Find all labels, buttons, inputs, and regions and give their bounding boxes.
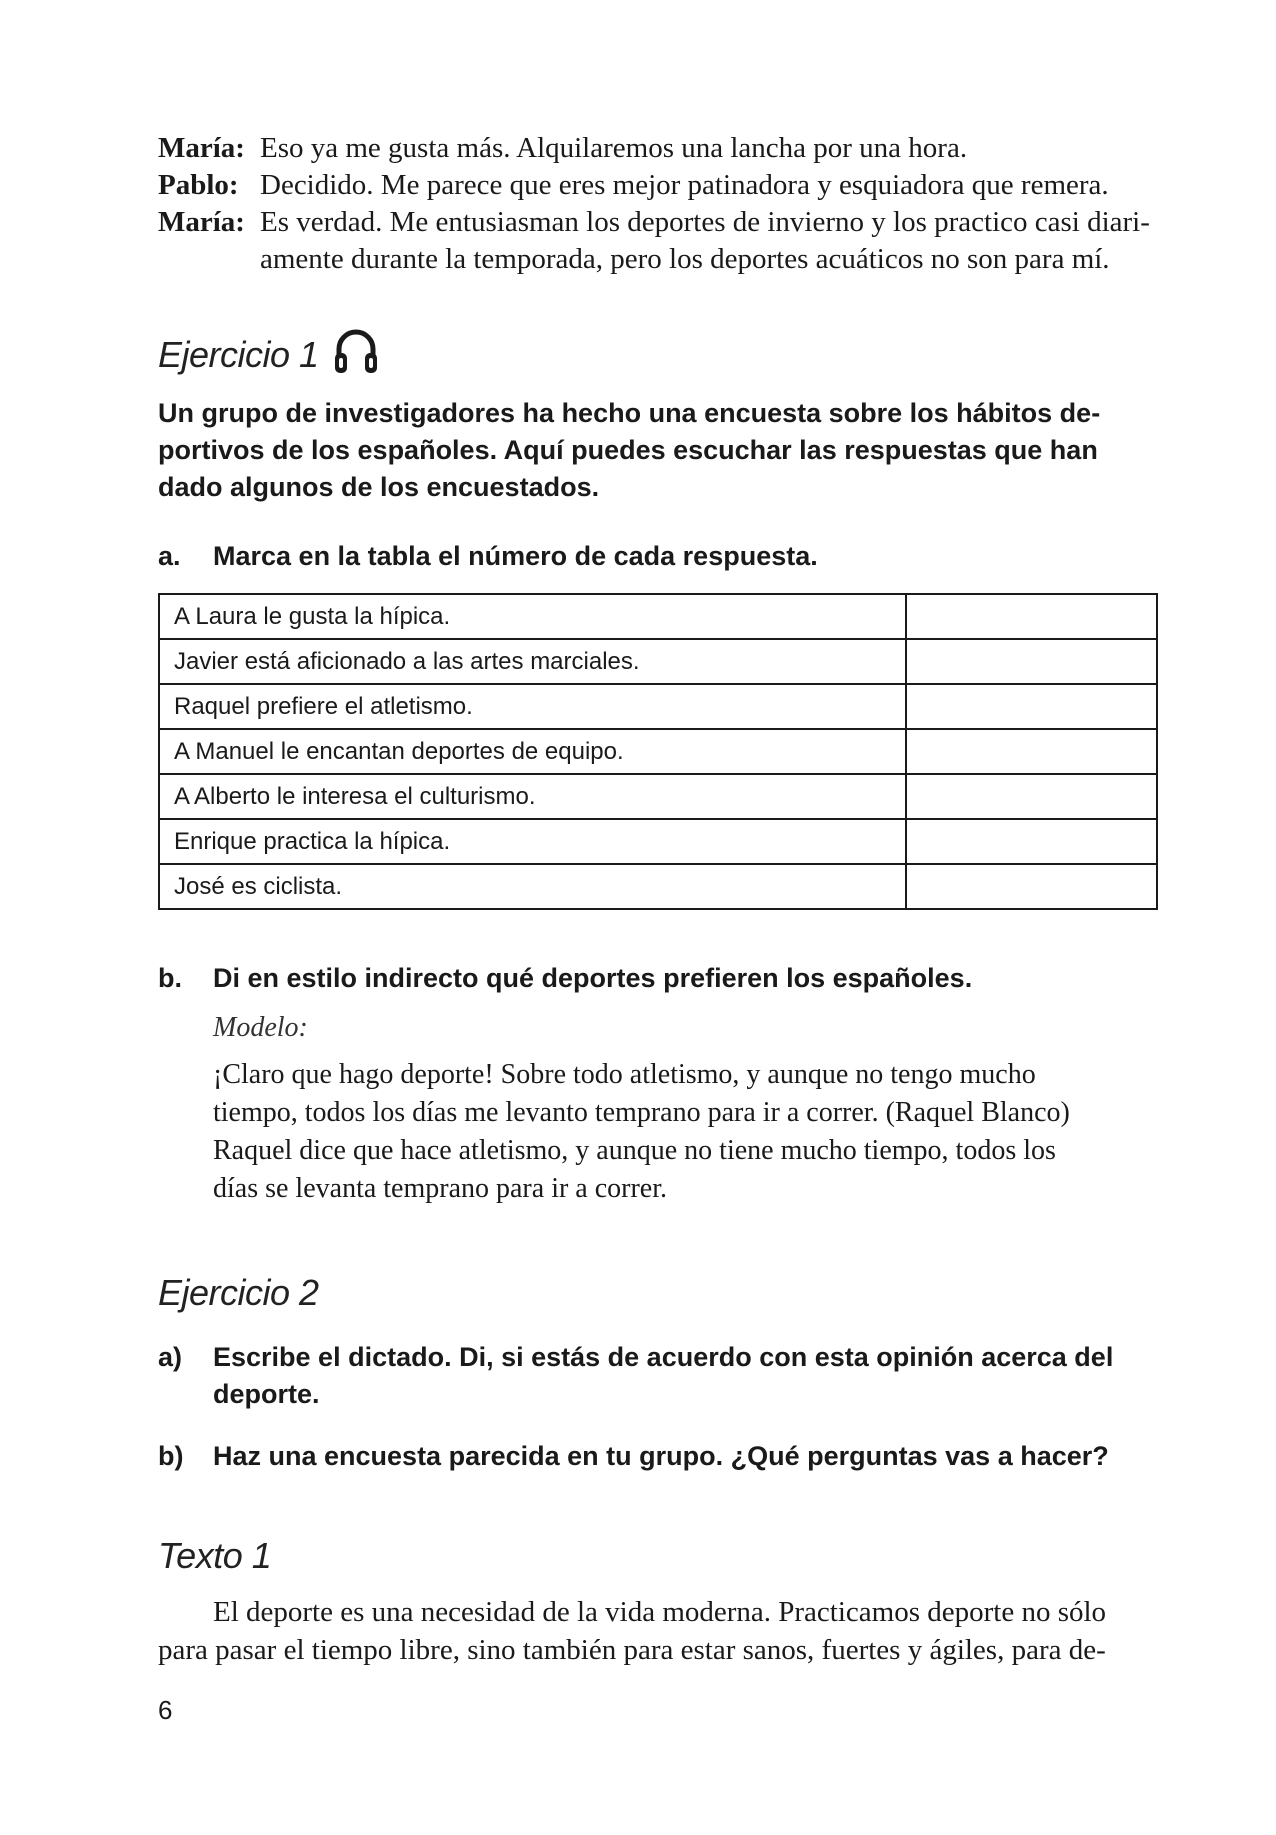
model-label: Modelo: <box>213 1012 308 1043</box>
task-text: Di en estilo indirecto qué deportes prefieren los españoles. <box>213 963 973 993</box>
dialogue-line <box>158 167 1158 204</box>
utterance-line: Eso ya me gusta más. Alquilaremos una lancha por una hora. <box>260 132 968 164</box>
statement-cell: A Alberto le interesa el culturismo. <box>159 774 906 819</box>
model-line: ¡Claro que hago deporte! Sobre todo atletismo, y aunque no tengo mucho <box>213 1059 1036 1090</box>
body-line: para pasar el tiempo libre, sino también para estar sanos, fuertes y ágiles, para de- <box>158 1634 1106 1666</box>
statement-cell: Javier está aficionado a las artes marciales. <box>159 639 906 684</box>
utterance <box>260 130 1158 167</box>
model-example <box>213 1012 1158 1208</box>
headphones-icon <box>334 327 378 377</box>
page-number: 6 <box>158 1695 173 1725</box>
intro-line: portivos de los españoles. Aquí puedes escuchar las respuestas que han <box>158 435 1098 465</box>
model-line: Raquel dice que hace atletismo, y aunque no tiene mucho tiempo, todos los <box>213 1135 1056 1166</box>
task-text: Marca en la tabla el número de cada respuesta. <box>213 541 818 571</box>
table-row <box>159 684 1157 729</box>
dialogue <box>158 130 1158 278</box>
answer-cell[interactable] <box>906 729 1157 774</box>
utterance-line: amente durante la temporada, pero los deportes acuáticos no son para mí. <box>260 243 1110 275</box>
task-text <box>213 1339 1158 1413</box>
book-page <box>158 0 1158 1835</box>
utterance <box>260 167 1158 204</box>
task-label: b) <box>158 1441 184 1471</box>
texto-1-body <box>158 1593 1158 1669</box>
speaker-name: Pablo: <box>158 169 239 201</box>
speaker-name: María: <box>158 132 245 164</box>
ejercicio-2-title: Ejercicio 2 <box>158 1272 319 1313</box>
model-line: días se levanta temprano para ir a correr. <box>213 1173 668 1204</box>
task-label: a) <box>158 1342 183 1372</box>
model-text <box>213 1056 1158 1208</box>
ejercicio-1-heading <box>158 327 378 377</box>
task-label: b. <box>158 963 182 993</box>
task-label: a. <box>158 541 181 571</box>
model-line: tiempo, todos los días me levanto temprano para ir a correr. (Raquel Blanco) <box>213 1097 1070 1128</box>
body-line: El deporte es una necesidad de la vida moderna. Practicamos deporte no sólo <box>213 1596 1107 1628</box>
answer-cell[interactable] <box>906 819 1157 864</box>
utterance-line: Decidido. Me parece que eres mejor patinadora y esquiadora que remera. <box>260 169 1109 201</box>
intro-line: Un grupo de investigadores ha hecho una encuesta sobre los hábitos de- <box>158 398 1101 428</box>
table-row <box>159 774 1157 819</box>
task-line: Escribe el dictado. Di, si estás de acuerdo con esta opinión acerca del <box>213 1342 1114 1372</box>
utterance <box>260 204 1158 278</box>
statement-cell: A Manuel le encantan deportes de equipo. <box>159 729 906 774</box>
ejercicio-1-intro <box>158 395 1158 506</box>
table-row <box>159 639 1157 684</box>
dialogue-line <box>158 204 1158 278</box>
statement-cell: José es ciclista. <box>159 864 906 909</box>
task-line: deporte. <box>213 1379 320 1409</box>
task-2b <box>158 1438 1158 1475</box>
statement-cell: Enrique practica la hípica. <box>159 819 906 864</box>
ejercicio-1-title: Ejercicio 1 <box>158 334 319 375</box>
answer-table <box>158 593 1158 910</box>
answer-cell[interactable] <box>906 774 1157 819</box>
intro-line: dado algunos de los encuestados. <box>158 472 600 502</box>
table-row <box>159 594 1157 639</box>
answer-cell[interactable] <box>906 594 1157 639</box>
answer-cell[interactable] <box>906 639 1157 684</box>
task-b <box>158 960 1158 997</box>
statement-cell: A Laura le gusta la hípica. <box>159 594 906 639</box>
speaker-name: María: <box>158 206 245 238</box>
answer-cell[interactable] <box>906 864 1157 909</box>
utterance-line: Es verdad. Me entusiasman los deportes de invierno y los practico casi diari- <box>260 206 1150 238</box>
task-text: Haz una encuesta parecida en tu grupo. ¿Qué perguntas vas a hacer? <box>213 1441 1109 1471</box>
table-row <box>159 819 1157 864</box>
task-2a <box>158 1339 1158 1413</box>
texto-1-title: Texto 1 <box>158 1535 272 1576</box>
table-row <box>159 864 1157 909</box>
table-row <box>159 729 1157 774</box>
task-a <box>158 538 1158 575</box>
dialogue-line <box>158 130 1158 167</box>
answer-cell[interactable] <box>906 684 1157 729</box>
statement-cell: Raquel prefiere el atletismo. <box>159 684 906 729</box>
